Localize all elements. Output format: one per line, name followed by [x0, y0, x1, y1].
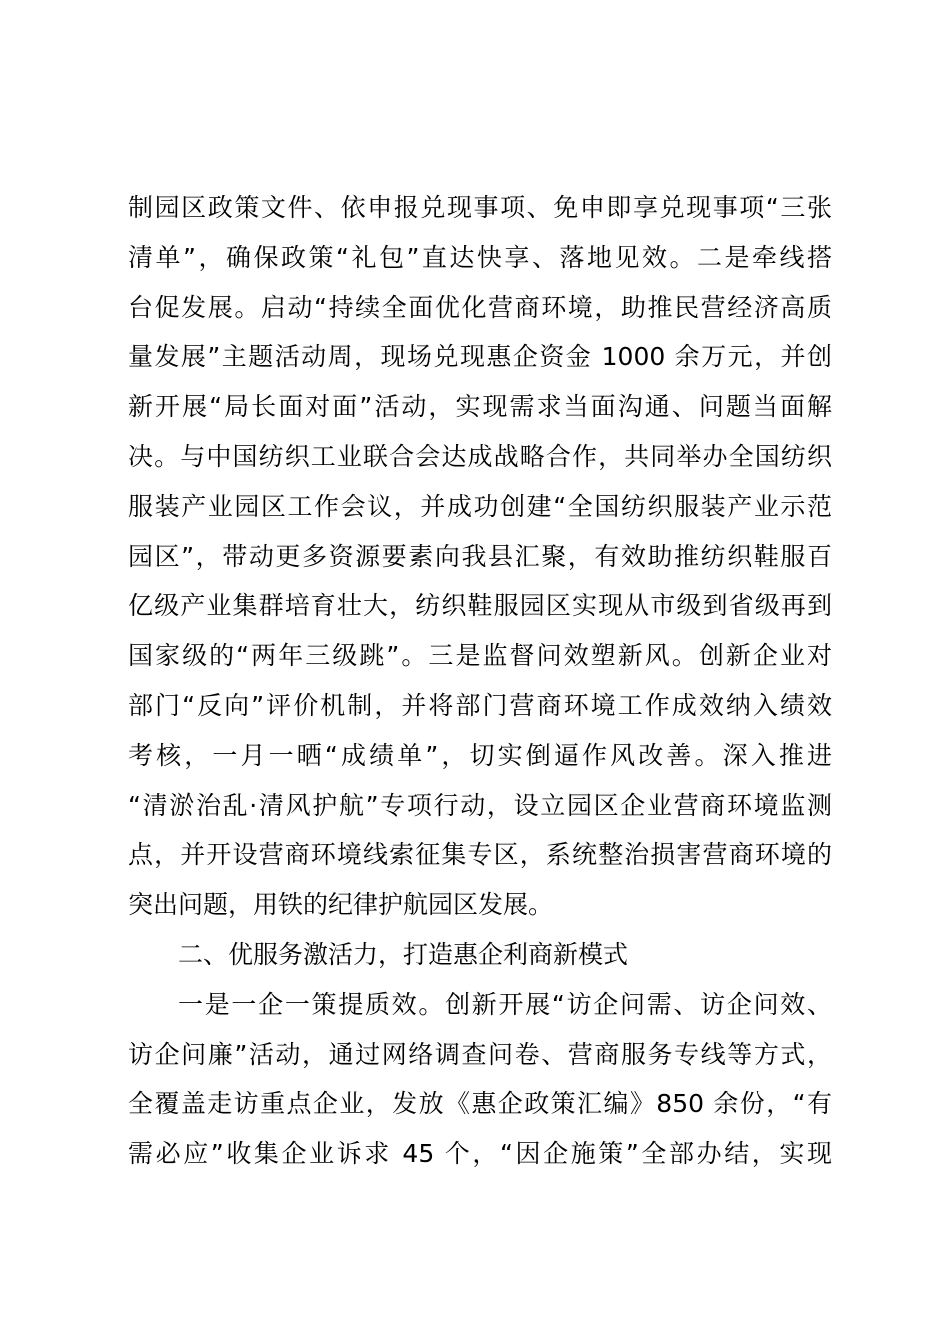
- text-line-last: 突出问题，用铁的纪律护航园区发展。: [128, 890, 554, 920]
- text-line: 清单”，确保政策“礼包”直达快享、落地见效。二是牵线搭: [128, 242, 832, 272]
- text-line: 点，并开设营商环境线索征集专区，系统整治损害营商环境的: [128, 840, 832, 870]
- text-line: 一是一企一策提质效。创新开展“访企问需、访企问效、: [178, 989, 832, 1019]
- text-line: 决。与中国纺织工业联合会达成战略合作，共同举办全国纺织: [128, 441, 832, 471]
- text-line: 台促发展。启动“持续全面优化营商环境，助推民营经济高质: [128, 292, 832, 322]
- text-line: 全覆盖走访重点企业，发放《惠企政策汇编》850 余份，“有: [128, 1089, 832, 1119]
- section-heading: 二、优服务激活力，打造惠企利商新模式: [178, 939, 629, 969]
- text-line: 新开展“局长面对面”活动，实现需求当面沟通、问题当面解: [128, 392, 832, 422]
- text-line: 访企问廉”活动，通过网络调查问卷、营商服务专线等方式，: [128, 1039, 832, 1069]
- text-line: 服装产业园区工作会议，并成功创建“全国纺织服装产业示范: [128, 491, 832, 521]
- text-line: 考核，一月一晒“成绩单”，切实倒逼作风改善。深入推进: [128, 740, 832, 770]
- text-line: 部门“反向”评价机制，并将部门营商环境工作成效纳入绩效: [128, 690, 832, 720]
- text-line: 国家级的“两年三级跳”。三是监督问效塑新风。创新企业对: [128, 641, 832, 671]
- text-line: 园区”，带动更多资源要素向我县汇聚，有效助推纺织鞋服百: [128, 541, 832, 571]
- text-line: 量发展”主题活动周，现场兑现惠企资金 1000 余万元，并创: [128, 342, 832, 372]
- text-line: 制园区政策文件、依申报兑现事项、免申即享兑现事项“三张: [128, 193, 832, 222]
- text-line: “清淤治乱·清风护航”专项行动，设立园区企业营商环境监测: [128, 790, 832, 820]
- text-line: 亿级产业集群培育壮大，纺织鞋服园区实现从市级到省级再到: [128, 591, 832, 621]
- text-line: 需必应”收集企业诉求 45 个，“因企施策”全部办结，实现: [128, 1139, 832, 1169]
- document-body: [128, 183, 832, 1179]
